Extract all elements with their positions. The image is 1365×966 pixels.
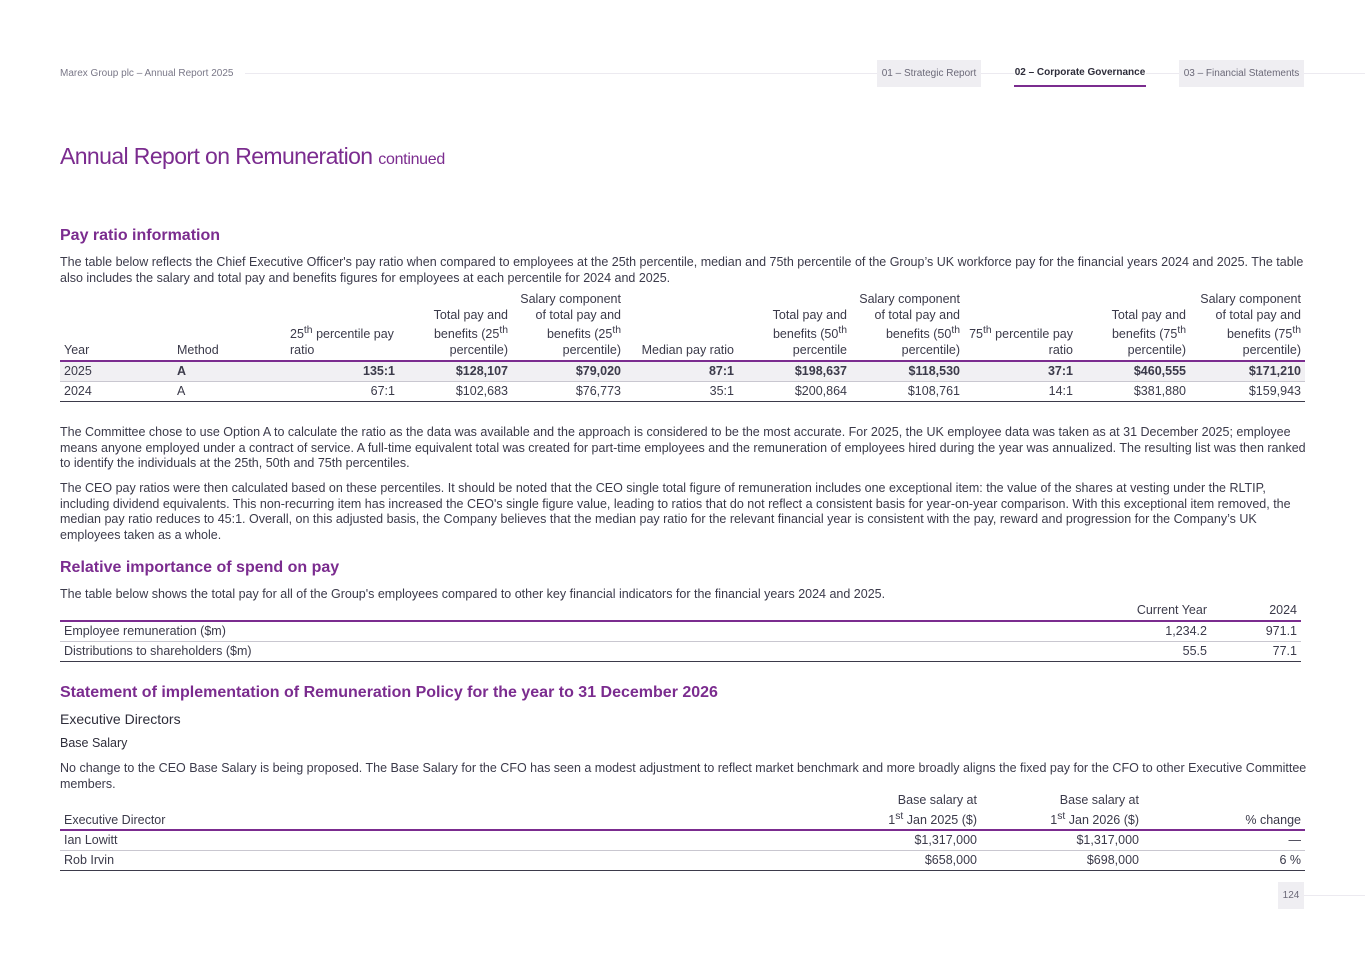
col-p25-ratio: 25th percentile pay ratio <box>290 325 394 357</box>
pay-ratio-intro: The table below reflects the Chief Executive Officer's pay ratio when compared to employees at the 25th percentile, median and 75th percentile of the Group’s UK workforce pay for the financial years 2024 and 2025. The table also includes the salary and total pay and benefits figures for employees at each percentile for 2024 and 2025. <box>60 255 1304 285</box>
table-cell: 2024 <box>64 383 92 398</box>
spend-table <box>60 603 1301 662</box>
report-brand: Marex Group plc – Annual Report 2025 <box>60 68 239 79</box>
table-cell: $159,943 <box>1248 383 1301 398</box>
table-row <box>60 621 1301 642</box>
col-p75-ratio: 75th percentile pay ratio <box>969 325 1073 357</box>
base-salary-table <box>60 793 1305 871</box>
tab-strategic-report[interactable]: 01 – Strategic Report <box>877 60 981 87</box>
table-cell: $171,210 <box>1190 361 1305 382</box>
table-cell: $698,000 <box>1086 853 1139 868</box>
table-row <box>60 641 1301 661</box>
page-number: 124 <box>1278 882 1304 909</box>
table-row <box>60 381 1305 401</box>
base-salary-text: No change to the CEO Base Salary is being proposed. The Base Salary for the CFO has seen a modest adjustment to reflect market benchmark and more broadly aligns the fixed pay for the CFO to other Executive Committee members. <box>60 761 1307 791</box>
col-indicator <box>60 603 1121 621</box>
pay-ratio-heading: Pay ratio information <box>60 227 221 244</box>
table-cell: $79,020 <box>512 361 625 382</box>
table-cell: Ian Lowitt <box>64 833 118 848</box>
table-row <box>60 830 1305 851</box>
table-cell: — <box>1288 833 1301 848</box>
table-row <box>60 851 1305 871</box>
table-cell: 2025 <box>60 361 173 382</box>
base-salary-header-row <box>60 793 1305 830</box>
table-cell: $108,761 <box>907 383 960 398</box>
base-salary-heading: Base Salary <box>60 736 128 750</box>
spend-header-row <box>60 603 1301 621</box>
table-cell: $381,880 <box>1133 383 1186 398</box>
table-cell: 55.5 <box>1182 643 1207 658</box>
policy-heading: Statement of implementation of Remuneration Policy for the year to 31 December 2026 <box>60 684 718 701</box>
table-cell: $118,530 <box>851 361 964 382</box>
table-cell: $658,000 <box>924 853 977 868</box>
table-cell: $200,864 <box>794 383 847 398</box>
table-cell: 1,234.2 <box>1165 623 1207 638</box>
col-method: Method <box>177 342 219 357</box>
table-cell: $76,773 <box>575 383 621 398</box>
spend-heading: Relative importance of spend on pay <box>60 559 340 576</box>
table-cell: 135:1 <box>286 361 399 382</box>
col-p75-total: Total pay and benefits (75th percentile) <box>1111 307 1186 357</box>
table-cell: 6 % <box>1279 853 1301 868</box>
col-current-year: Current Year <box>1136 603 1207 617</box>
col-executive-director: Executive Director <box>64 812 166 827</box>
table-cell: $460,555 <box>1077 361 1190 382</box>
col-p75-salary: Salary component of total pay and benefits (75th percentile) <box>1200 292 1301 357</box>
col-salary-2026: Base salary at 1st Jan 2026 ($) <box>1050 793 1139 827</box>
col-p50-salary: Salary component of total pay and benefits (50th percentile) <box>859 292 960 357</box>
table-cell: $102,683 <box>455 383 508 398</box>
pay-ratio-commentary: The CEO pay ratios were then calculated based on these percentiles. It should be noted that the CEO single total figure of remuneration includes one exceptional item: the value of the shares at vesting under the RLTIP, including dividend equivalents. This non-recurring item has increased the CEO's single figure value, leading to ratios that do not reflect a consistent basis for year-on-year comparison. With this exceptional item removed, the median pay ratio reduces to 45:1. Overall, on this adjusted basis, the Company believes that the median pay ratio for the relevant financial year is consistent with the pay, reward and progression for the Company’s UK employees taken as a whole. <box>60 481 1291 543</box>
col-prior-year: 2024 <box>1269 603 1297 617</box>
table-cell: $198,637 <box>738 361 851 382</box>
table-cell: 35:1 <box>709 383 734 398</box>
footer-rule <box>1304 895 1365 896</box>
col-median-ratio: Median pay ratio <box>641 342 734 357</box>
table-cell: $128,107 <box>399 361 512 382</box>
page-title-suffix: continued <box>378 151 445 168</box>
table-cell: Rob Irvin <box>64 853 115 868</box>
table-row <box>60 361 1305 382</box>
table-cell: $1,317,000 <box>1076 833 1139 848</box>
col-p25-total: Total pay and benefits (25th percentile) <box>433 307 508 357</box>
spend-intro: The table below shows the total pay for all of the Group's employees compared to other key financial indicators for the financial years 2024 and 2025. <box>60 587 886 601</box>
col-year: Year <box>64 342 90 357</box>
table-cell: 971.1 <box>1265 623 1297 638</box>
table-cell: Distributions to shareholders ($m) <box>64 643 252 658</box>
pay-ratio-header-row <box>60 292 1305 361</box>
page-title-main: Annual Report on Remuneration <box>60 143 373 169</box>
executive-directors-heading: Executive Directors <box>60 711 181 727</box>
table-cell: $1,317,000 <box>914 833 977 848</box>
table-cell: 14:1 <box>1048 383 1073 398</box>
table-cell: A <box>177 383 186 398</box>
tab-corporate-governance[interactable]: 02 – Corporate Governance <box>1014 60 1146 87</box>
table-cell: Employee remuneration ($m) <box>64 623 226 638</box>
table-cell: 77.1 <box>1272 643 1297 658</box>
table-cell: A <box>173 361 286 382</box>
col-salary-2025: Base salary at 1st Jan 2025 ($) <box>888 793 977 827</box>
pay-ratio-table <box>60 292 1305 402</box>
table-cell: 67:1 <box>370 383 395 398</box>
col-p50-total: Total pay and benefits (50th percentile <box>772 307 847 357</box>
col-percent-change: % change <box>1245 812 1301 827</box>
table-cell: 87:1 <box>625 361 738 382</box>
table-cell: 37:1 <box>964 361 1077 382</box>
page-title <box>60 143 445 170</box>
pay-ratio-methodology: The Committee chose to use Option A to calculate the ratio as the data was available and the approach is considered to be the most accurate. For 2025, the UK employee data was taken as at 31 December 2025; employee means anyone employed under a contract of service. A full-time equivalent total was created for part-time employees and the remuneration of employees hired during the year was annualized. The resulting list was then ranked to identify the individuals at the 25th, 50th and 75th percentiles. <box>60 425 1306 471</box>
tab-financial-statements[interactable]: 03 – Financial Statements <box>1179 60 1304 87</box>
col-p25-salary: Salary component of total pay and benefits (25th percentile) <box>520 292 621 357</box>
